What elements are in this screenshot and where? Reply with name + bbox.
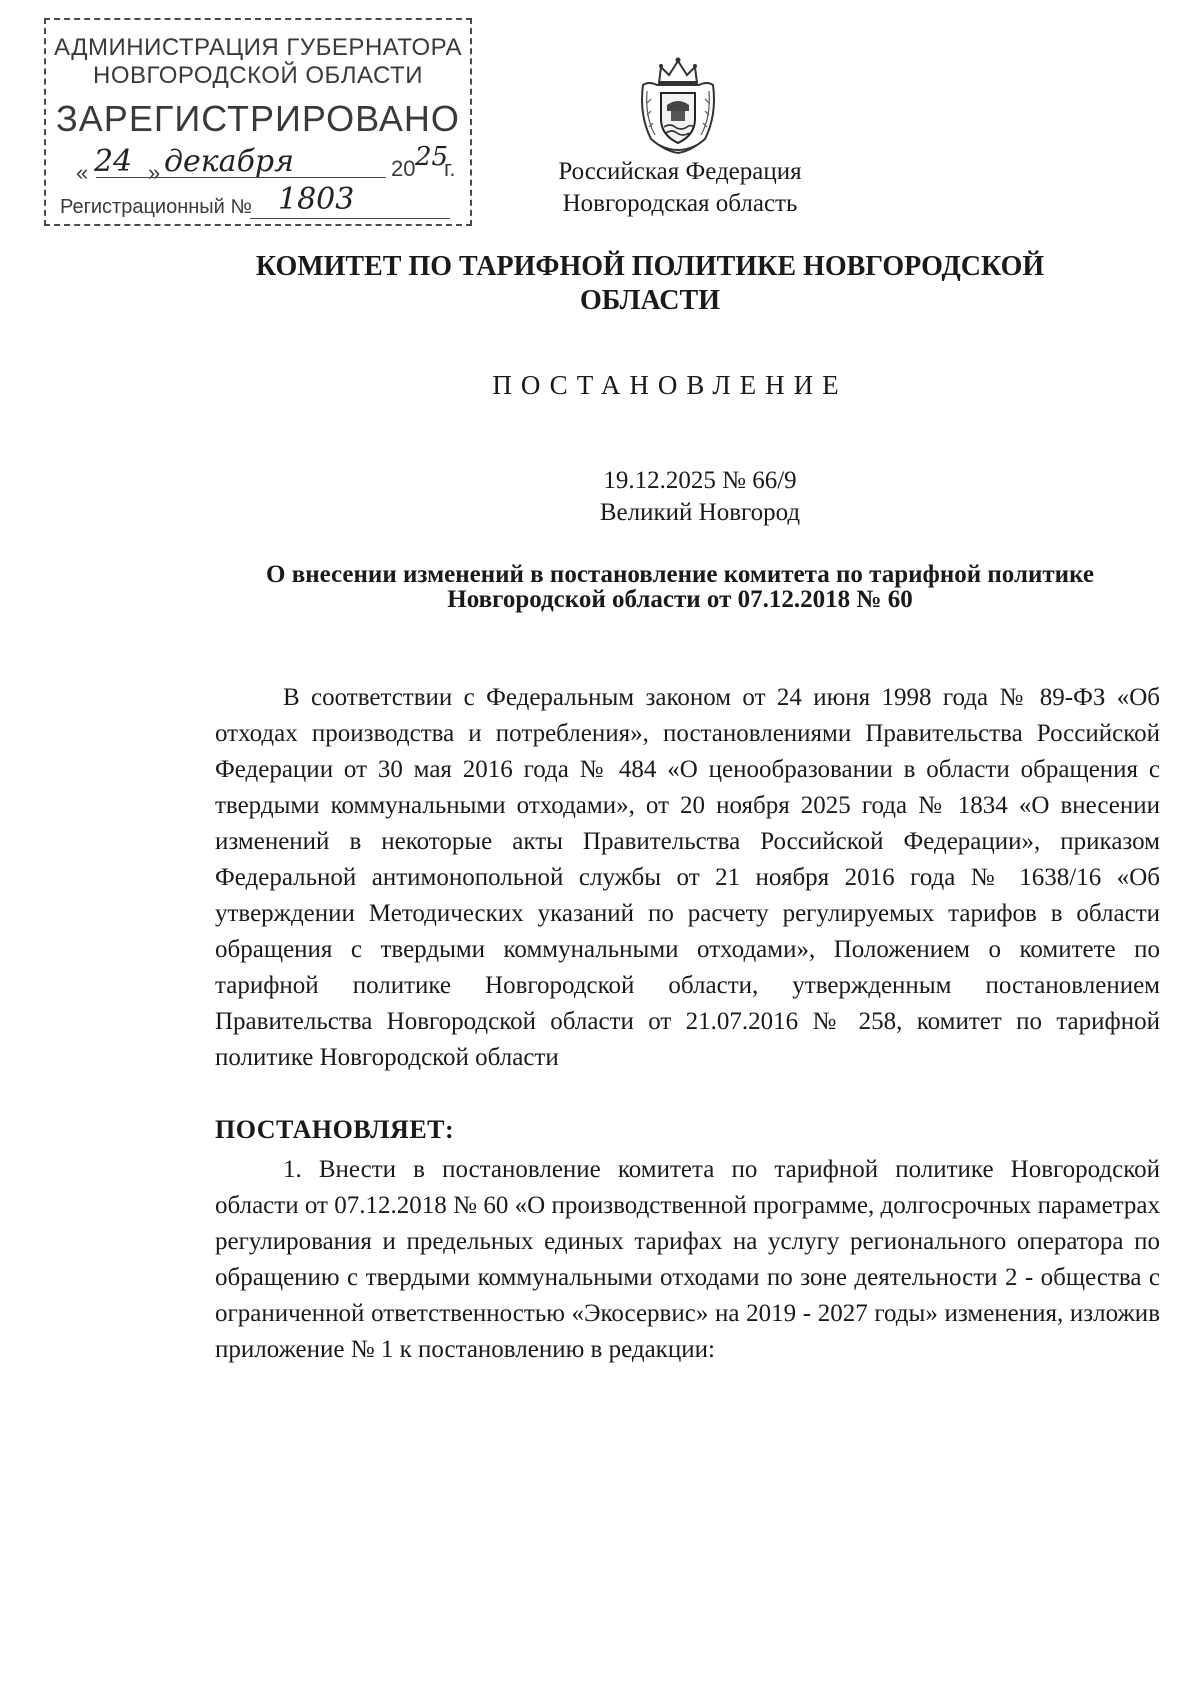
stamp-date-quote-open: « [76, 160, 89, 185]
stamp-reg-number-value: 1803 [278, 182, 355, 217]
stamp-org-line-1: АДМИНИСТРАЦИЯ ГУБЕРНАТОРА [53, 34, 463, 61]
stamp-date-year-suffix: 25 [415, 142, 449, 172]
registration-stamp [44, 18, 472, 226]
stamp-reg-number-label: Регистрационный № [60, 196, 252, 218]
stamp-date-year-prefix: 20 [391, 156, 416, 181]
stamp-registered: ЗАРЕГИСТРИРОВАНО [56, 98, 460, 139]
stamp-org-line-2: НОВГОРОДСКОЙ ОБЛАСТИ [93, 62, 423, 89]
header-country: Российская Федерация [558, 158, 802, 185]
stamp-date-day: 24 [94, 144, 133, 179]
committee-name: КОМИТЕТ ПО ТАРИФНОЙ ПОЛИТИКЕ НОВГОРОДСКОЙ ОБЛАСТИ [255, 251, 1045, 316]
document-date-number: 19.12.2025 № 66/9 [603, 467, 797, 494]
body-paragraph-1: В соответствии с Федеральным законом от 24 июня 1998 года № 89-ФЗ «Об отходах производства и потребления», постановлениями Правительства Российской Федерации от 30 мая 2016 года № 484 «О ценообразовании в области обращения с твердыми коммунальными отходами», от 20 ноября 2025 года № 1834 «О внесении изменений в некоторые акты Правительства Российской Федерации», приказом Федеральной антимонопольной службы от 21 ноября 2016 года № 1638/16 «Об утверждении Методических указаний по расчету регулируемых тарифов в области обращения с твердыми коммунальными отходами», Положением о комитете по тарифной политике Новгородской области, утвержденным постановлением Правительства Новгородской области от 21.07.2016 № 258, комитет по тарифной политике Новгородской области [215, 684, 1160, 1071]
coat-of-arms-icon [637, 55, 719, 155]
body-paragraph-2: 1. Внести в постановление комитета по тарифной политике Новгородской области от 07.12.2018 № 60 «О производственной программе, долгосрочных параметрах регулирования и предельных единых тарифах на услугу регионального оператора по обращению с твердыми коммунальными отходами по зоне деятельности 2 - общества с ограниченной ответственностью «Экосервис» на 2019 - 2027 годы» изменения, изложив приложение № 1 к постановлению в редакции: [215, 1156, 1160, 1363]
header-region: Новгородская область [562, 190, 798, 217]
stamp-date-quote-close: » [148, 160, 161, 185]
stamp-date-month: декабря [164, 144, 294, 179]
document-place: Великий Новгород [599, 499, 801, 526]
resolves-heading: ПОСТАНОВЛЯЕТ: [215, 1115, 455, 1144]
stamp-date-year-unit: г. [444, 156, 456, 181]
stamp-date-underline [96, 177, 386, 178]
stamp-reg-number [60, 182, 460, 222]
document-type: ПОСТАНОВЛЕНИЕ [492, 370, 848, 400]
stamp-date [76, 142, 456, 185]
document-title: О внесении изменений в постановление комитета по тарифной политике Новгородской области от 07.12.2018 № 60 [266, 561, 1094, 613]
stamp-reg-number-underline [250, 218, 450, 219]
coat-of-arms-graphic [637, 55, 719, 155]
